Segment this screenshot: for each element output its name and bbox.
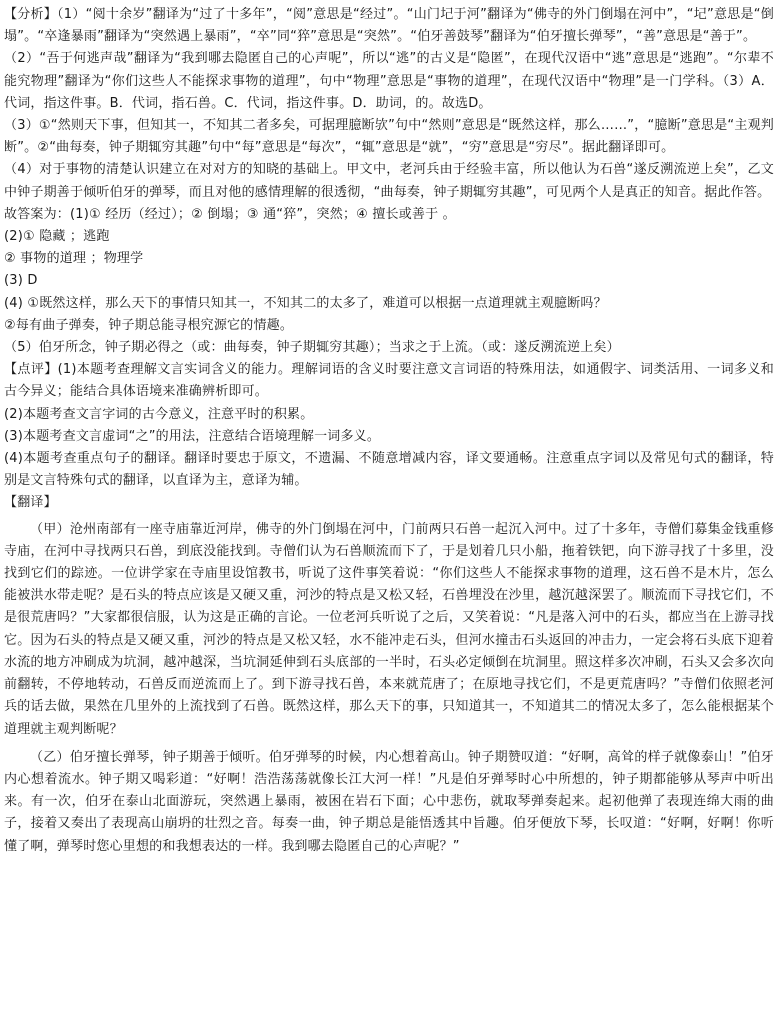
translation-yi: （乙）伯牙擅长弹琴，钟子期善于倾听。伯牙弹琴的时候，内心想着高山。钟子期赞叹道：“好啊，高耸的样子就像泰山！”伯牙内心想着流水。钟子期又喝彩道：“好啊！浩浩荡荡就像长江大河一样！”凡是伯牙弹琴时心中所想的，钟子期都能够从琴声中听出来。有一次，伯牙在泰山北面游玩，突然遇上暴雨，被困在岩石下面；心中悲伤，就取琴弹奏起来。起初他弹了表现连绵大雨的曲子，接着又奏出了表现高山崩坍的壮烈之音。每奏一曲，钟子期总是能悟透其中旨趣。伯牙便放下琴，长叹道：“好啊，好啊！你听懂了啊，弹琴时您心里想的和我想表达的一样。我到哪去隐匿自己的心声呢？” xyxy=(4,749,774,854)
comment-part-1: 【点评】(1)本题考查理解文言实词含义的能力。理解词语的含义时要注意文言词语的特殊用法，如通假字、词类活用、一词多义和古今异义；能结合具体语境来准确辨析即可。 xyxy=(4,362,774,400)
answer-line: 故答案为：(1)① 经历（经过）；② 倒塌；③ 通“猝”，突然；④ 擅长或善于 。 xyxy=(4,206,456,222)
answer-line: (2)① 隐藏 ；逃跑 xyxy=(4,229,110,245)
comment-part-4: (4)本题考查重点句子的翻译。翻译时要忠于原文，不遗漏、不随意增减内容，译文要通畅。注意重点字词以及常见句式的翻译，特别是文言特殊句式的翻译，以直译为主，意译为辅。 xyxy=(4,451,774,489)
answer-line: ② 事物的道理 ；物理学 xyxy=(4,251,144,267)
translation-jia: （甲）沧州南部有一座寺庙靠近河岸，佛寺的外门倒塌在河中，门前两只石兽一起沉入河中。过了十多年，寺僧们募集金钱重修寺庙，在河中寻找两只石兽，到底没能找到。寺僧们认为石兽顺流而下了，于是划着几只小船，拖着铁钯，向下游寻找了十多里，没找到它们的踪迹。一位讲学家在寺庙里设馆教书，听说了这件事笑着说：“你们这些人不能探求事物的道理，这石兽不是木片，怎么能被洪水带走呢？是石头的特点应该是又硬又重，河沙的特点是又松又轻，石兽埋没在沙里，越沉越深罢了。顺流而下寻找它们，不是很荒唐吗？”大家都很信服，认为这是正确的言论。一位老河兵听说了之后，又笑着说：“凡是落入河中的石头，都应当在上游寻找它。因为石头的特点是又硬又重，河沙的特点是又松又轻，水不能冲走石头，但河水撞击石头返回的冲击力，一定会将石头底下迎着水流的地方冲刷成为坑洞，越冲越深，当坑洞延伸到石头底部的一半时，石头必定倾倒在坑洞里。照这样多次冲刷，石头又会多次向前翻转，不停地转动，石兽反而逆流而上了。到下游寻找石兽，本来就荒唐了；在原地寻找它们，不是更荒唐吗？”寺僧们依照老河兵的话去做，果然在几里外的上流找到了石兽。既然这样，那么天下的事，只知道其一，不知道其二的情况太多了，怎么能根据某个道理就主观判断呢？ xyxy=(4,521,774,737)
translation-heading: 【翻译】 xyxy=(4,495,57,511)
analysis-part-2: （2）“吾于何逃声哉”翻译为“我到哪去隐匿自己的心声呢”，所以“逃”的古义是“隐匿”，在现代汉语中“逃”意思是“逃跑”。“尔辈不能究物理”翻译为“你们这些人不能探求事物的道理”，句中“物理”意思是“事物的道理”，在现代汉语中“物理”是一门学科。（3）A．代词，指这件事。B．代词，指石兽。C．代词，指这件事。D．助词，的。故选D。 xyxy=(4,51,774,111)
comment-part-2: (2)本题考查文言字词的古今意义，注意平时的积累。 xyxy=(4,406,314,422)
answer-line: (3) D xyxy=(4,273,38,289)
analysis-part-4: （4）对于事物的清楚认识建立在对对方的知晓的基础上。甲文中，老河兵由于经验丰富，所以他认为石兽“遂反溯流逆上矣”，乙文中钟子期善于倾听伯牙的弹琴，而且对他的感情理解的很透彻，“曲每奏，钟子期辄穷其趣”，可见两个人是真正的知音。据此作答。 xyxy=(4,162,774,200)
analysis-part-3: （3）①“然则天下事，但知其一，不知其二者多矣，可据理臆断欤”句中“然则”意思是“既然这样，那么……”，“臆断”意思是“主观判断”。②“曲每奏，钟子期辄穷其趣”句中“每”意思是“每次”，“辄”意思是“就”，“穷”意思是“穷尽”。据此翻译即可。 xyxy=(4,118,774,156)
answer-line: ②每有曲子弹奏，钟子期总能寻根究源它的情趣。 xyxy=(4,317,294,333)
answer-line: （5）伯牙所念，钟子期必得之（或：曲每奏，钟子期辄穷其趣）；当求之于上流。（或：遂反溯流逆上矣） xyxy=(4,340,620,356)
analysis-part-1: 【分析】（1）“阅十余岁”翻译为“过了十多年”，“阅”意思是“经过”。“山门圮于河”翻译为“佛寺的外门倒塌在河中”，“圮”意思是“倒塌”。“卒逢暴雨”翻译为“突然遇上暴雨”，“卒”同“猝”意思是“突然”。“伯牙善鼓琴”翻译为“伯牙擅长弹琴”，“善”意思是“善于”。 xyxy=(4,7,774,45)
comment-part-3: (3)本题考查文言虚词“之”的用法，注意结合语境理解一词多义。 xyxy=(4,428,381,444)
answer-line: (4) ①既然这样，那么天下的事情只知其一，不知其二的太多了，难道可以根据一点道理就主观臆断吗？ xyxy=(4,295,607,311)
